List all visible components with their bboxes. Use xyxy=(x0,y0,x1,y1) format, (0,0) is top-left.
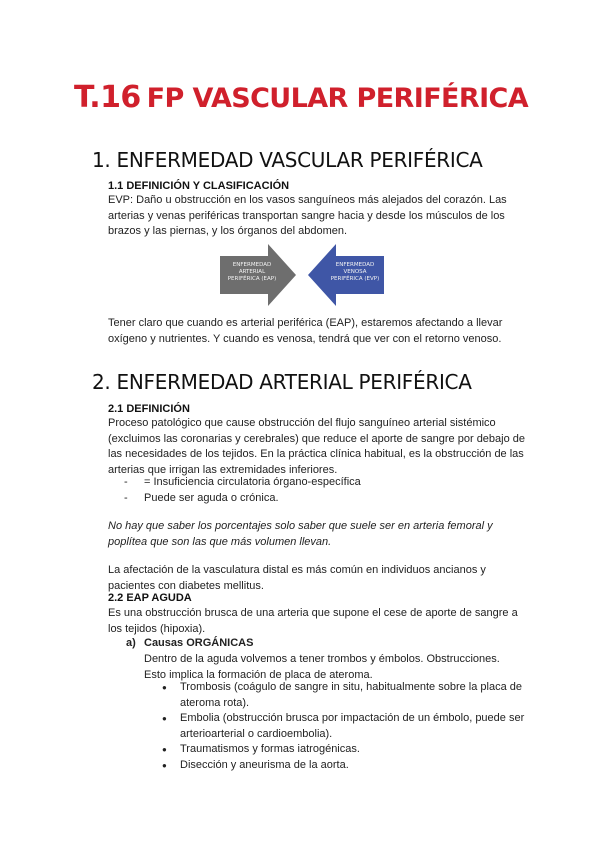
section2-2-text: Es una obstrucción brusca de una arteria que supone el cese de aporte de sangre a los tejidos (hipoxia). xyxy=(108,607,518,635)
list-item: ● Disección y aneurisma de la aorta. xyxy=(162,758,532,774)
section2-1-text: Proceso patológico que cause obstrucción del flujo sanguíneo arterial sistémico (excluimos las coronarias y cerebrales) que reduce el aporte de sangre por debajo de las necesidades de los tejidos. En la práctica clínica habitual, es la obstrucción de las arterias que irrigan las extremidades inferiores. xyxy=(108,417,526,476)
causes-text: Dentro de la aguda volvemos a tener trombos y émbolos. Obstrucciones. Esto implica la formación de placa de ateroma. xyxy=(144,653,500,681)
section2-heading: 2. ENFERMEDAD ARTERIAL PERIFÉRICA xyxy=(92,370,472,394)
title-text: FP VASCULAR PERIFÉRICA xyxy=(146,83,529,114)
arterial-arrow xyxy=(220,244,296,306)
venous-arrow xyxy=(308,244,384,306)
causes-title: Causas ORGÁNICAS xyxy=(144,637,254,649)
section2-1-heading: 2.1 DEFINICIÓN xyxy=(108,403,190,415)
section1-text: EVP: Daño u obstrucción en los vasos sanguíneos más alejados del corazón. Las arterias y venas periféricas transportan sangre hacia y desde los músculos de los brazos y las piernas, y los órganos del abdomen. xyxy=(108,194,507,237)
definition-list xyxy=(124,474,361,506)
list-item: - Puede ser aguda o crónica. xyxy=(124,490,361,506)
causes-heading xyxy=(126,637,253,649)
section1-note: Tener claro que cuando es arterial periférica (EAP), estaremos afectando a llevar oxígeno y nutrientes. Y cuando es venosa, tendrá que ver con el retorno venoso. xyxy=(108,317,503,345)
list-item: ● Trombosis (coágulo de sangre in situ, habitualmente sobre la placa de ateroma rota). xyxy=(162,680,532,711)
list-item: - = Insuficiencia circulatoria órgano-específica xyxy=(124,474,361,490)
italic-note: No hay que saber los porcentajes solo saber que suele ser en arteria femoral y poplítea que son las que más volumen llevan. xyxy=(108,520,493,548)
venous-label: ENFERMEDAD VENOSA PERIFÉRICA (EVP) xyxy=(330,262,380,282)
section2-2-heading: 2.2 EAP AGUDA xyxy=(108,592,192,604)
list-item: ● Traumatismos y formas iatrogénicas. xyxy=(162,742,532,758)
section1-heading: 1. ENFERMEDAD VASCULAR PERIFÉRICA xyxy=(92,148,483,172)
causes-list xyxy=(162,680,532,773)
section1-subheading: 1.1 DEFINICIÓN Y CLASIFICACIÓN xyxy=(108,180,290,192)
section2-1-text2: La afectación de la vasculatura distal es más común en individuos ancianos y pacientes con diabetes mellitus. xyxy=(108,564,486,592)
page-title xyxy=(74,80,528,115)
topic-number: T.16 xyxy=(74,80,141,115)
arterial-label: ENFERMEDAD ARTERIAL PERIFÉRICA (EAP) xyxy=(227,262,277,282)
causes-marker: a) xyxy=(126,637,136,649)
list-item: ● Embolia (obstrucción brusca por impactación de un émbolo, puede ser arterioarterial o cardioembolia). xyxy=(162,711,532,742)
